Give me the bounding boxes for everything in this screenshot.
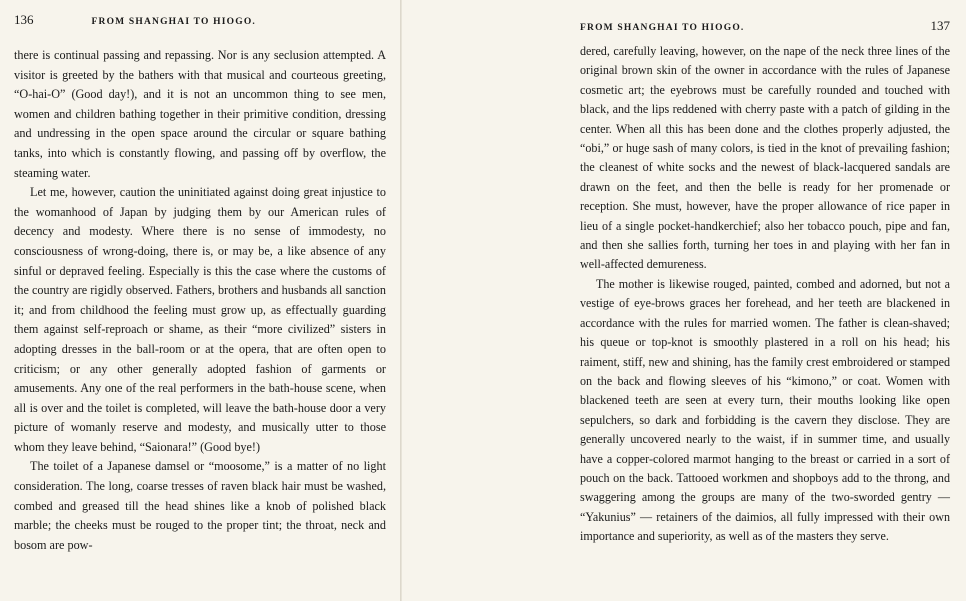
paragraph: there is continual passing and repassing. Nor is any seclusion attempted. A visitor is greeted by the bathers with that musical and courteous greeting, “O-hai-O” (Good day!), and it is not an uncommon thing to see men, women and children bathing together in their primitive condition, dressing and undressing in the open space around the circular or square bathing tanks, into which is constantly flowing, and passing off by overflow, the steaming water. [14,48,386,180]
right-running-head [580,18,950,34]
left-running-head [14,12,386,28]
paragraph: The toilet of a Japanese damsel or “moosome,” is a matter of no light consideration. The long, coarse tresses of raven black hair must be washed, combed and greased till the head shines like a knob of polished black marble; the cheeks must be rouged to the proper tint; the throat, neck and bosom are pow- [14,459,386,552]
page-number: 136 [14,12,34,27]
running-title: FROM SHANGHAI TO HIOGO. [580,23,745,33]
paragraph: Let me, however, caution the uninitiated against doing great injustice to the womanhood of Japan by judging them by our American rules of decency and modesty. Where there is no sense of immodesty, no consciousness of wrong-doing, there is, or may be, a like absence of any sinful or depraved feeling. Especially is this the case where the customs of the country are rigidly observed. Fathers, brothers and husbands all sanction it; and from childhood the feeling must grow up, as effectually guarding them against self-reproach or shame, as their “more civilized” sisters in adopting dresses in the ball-room or at the opera, that are often open to criticism; or any other generally adopted fashion of garments or amusements. Any one of the real performers in the bath-house scene, when all is over and the toilet is completed, will leave the bath-house door a very picture of womanly reserve and modesty, and musically utter to those whom they leave behind, “Saionara!” (Good bye!) [14,185,386,454]
left-page [0,0,400,601]
running-title: FROM SHANGHAI TO HIOGO. [91,17,256,27]
paragraph: The mother is likewise rouged, painted, combed and adorned, but not a vestige of eye-brows graces her forehead, and her teeth are blackened in accordance with the rules for married women. The father is clean-shaved; his queue or top-knot is smoothly plastered in a roll on his head; his raiment, stiff, new and shining, has the family crest embroidered or stamped on the back and flowing sleeves of his “kimono,” or coat. Women with blackened teeth are seen at every turn, their mouths looking like open sepulchers, so dark and forbidding is the cavern they disclose. They are generally uncovered nearly to the waist, if in summer time, and usually have a copper-colored marmot hanging to the breast or carried in a sort of pouch on the back. Tattooed workmen and shopboys add to the throng, and swaggering among the groups are many of the two-sworded gentry — “Yakunius” — retainers of the daimios, all fully impressed with their own importance and superiority, as well as of the masters they serve. [580,276,950,544]
paragraph: dered, carefully leaving, however, on the nape of the neck three lines of the original brown skin of the owner in accordance with the rules of Japanese cosmetic art; the eyebrows must be carefully rounded and touched with black, and the lips reddened with cherry paste with a patch of gilding in the center. When all this has been done and the clothes properly adjusted, the “obi,” or huge sash of many colors, is tied in the knot of prevailing fashion; the cleanest of white socks and the newest of black-lacquered sandals are drawn on the feet, and then the belle is ready for her promenade or reception. She must, however, have the proper allowance of rice paper in lieu of a single pocket-handkerchief; also her tobacco pouch, pipe and fan, and then she sallies forth, turning her toes in and playing with her fan in well-affected demureness. [580,44,950,272]
right-page [400,0,966,601]
page-number: 137 [930,18,950,33]
